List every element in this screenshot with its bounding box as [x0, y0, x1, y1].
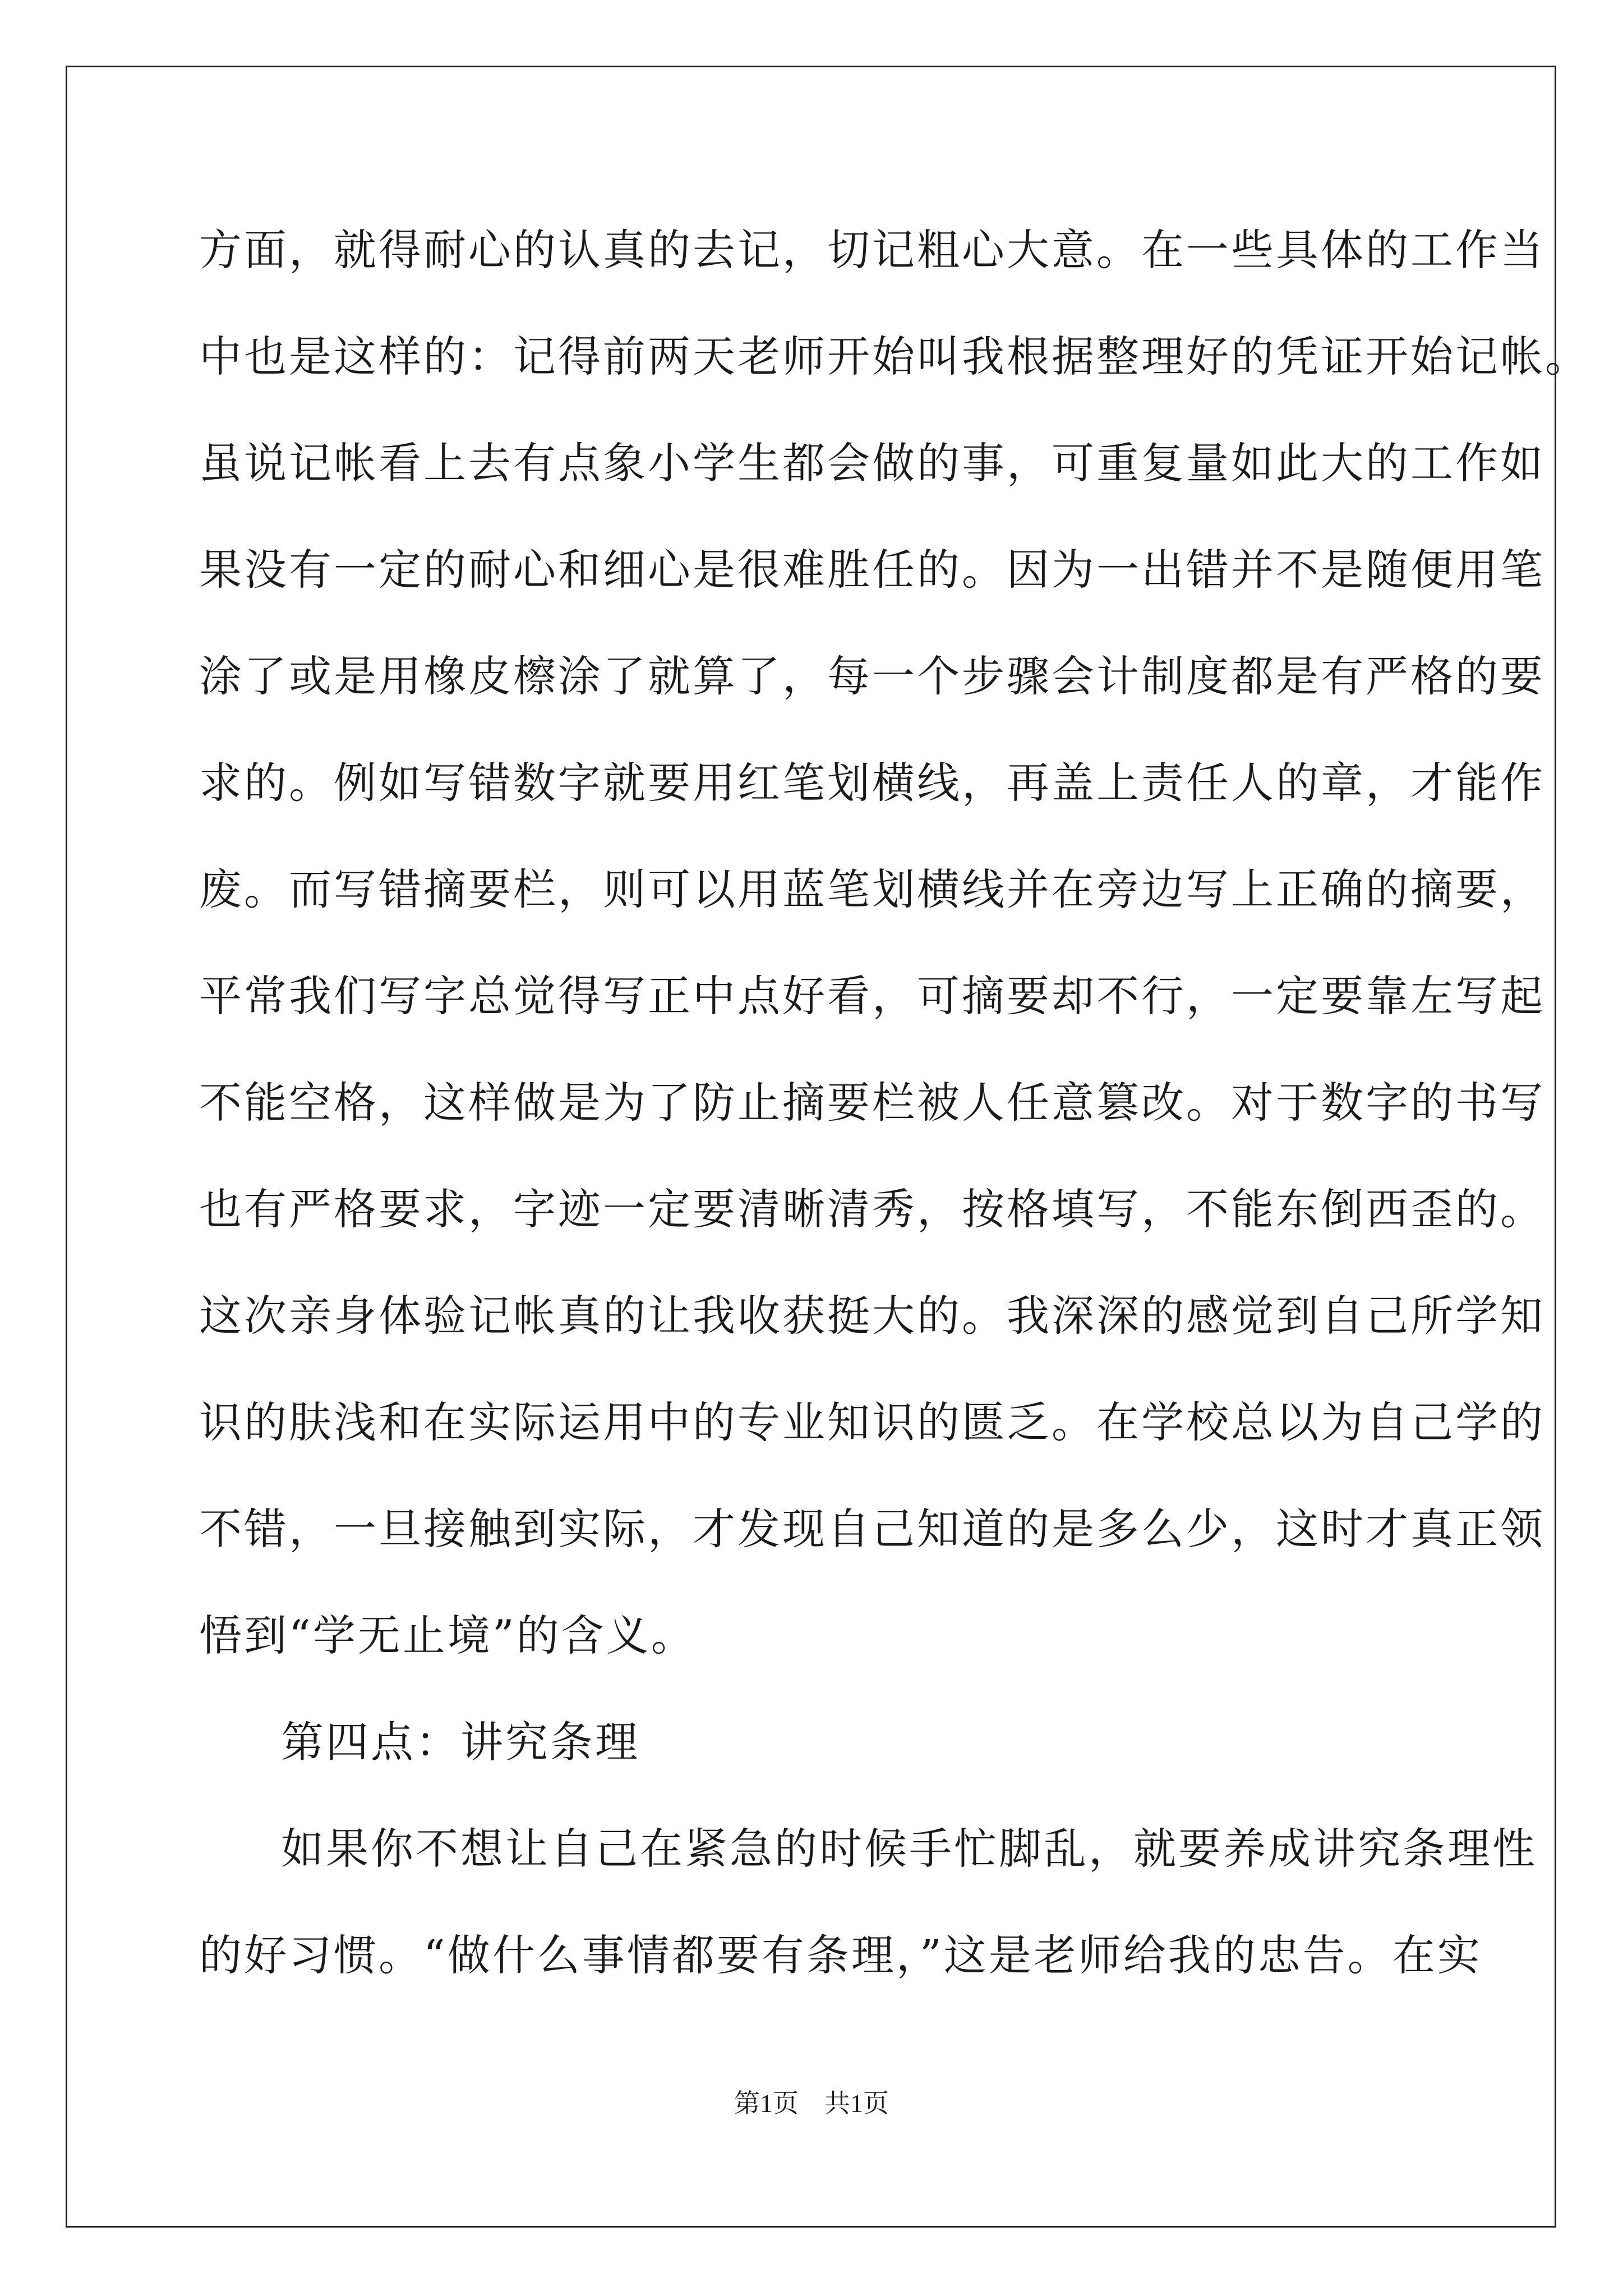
- body-text-line: 不错，一旦接触到实际，才发现自己知道的是多么少，这时才真正领: [199, 1504, 1545, 1554]
- section-heading: 第四点：讲究条理: [281, 1717, 640, 1767]
- body-text-line: 这次亲身体验记帐真的让我收获挺大的。我深深的感觉到自己所学知: [199, 1291, 1545, 1341]
- body-text-line: 悟到“学无止境”的含义。: [199, 1611, 696, 1660]
- body-text-line: 识的肤浅和在实际运用中的专业知识的匮乏。在学校总以为自己学的: [199, 1397, 1545, 1447]
- body-text-line: 虽说记帐看上去有点象小学生都会做的事，可重复量如此大的工作如: [199, 438, 1545, 488]
- page-border: [66, 66, 1556, 2228]
- body-text-line: 求的。例如写错数字就要用红笔划横线，再盖上责任人的章，才能作: [199, 758, 1545, 808]
- body-text-line: 如果你不想让自己在紧急的时候手忙脚乱，就要养成讲究条理性: [281, 1824, 1537, 1874]
- body-text-line: 的好习惯。“做什么事情都要有条理，”这是老师给我的忠告。在实: [199, 1930, 1482, 1980]
- body-text-line: 也有严格要求，字迹一定要清晰清秀，按格填写，不能东倒西歪的。: [199, 1184, 1545, 1234]
- body-text-line: 不能空格，这样做是为了防止摘要栏被人任意篡改。对于数字的书写: [199, 1078, 1545, 1128]
- body-text-line: 中也是这样的：记得前两天老师开始叫我根据整理好的凭证开始记帐。: [199, 332, 1590, 381]
- body-text-line: 废。而写错摘要栏，则可以用蓝笔划横线并在旁边写上正确的摘要，: [199, 864, 1545, 914]
- body-text-line: 涂了或是用橡皮檫涂了就算了，每一个步骤会计制度都是有严格的要: [199, 651, 1545, 701]
- body-text-line: 方面，就得耐心的认真的去记，切记粗心大意。在一些具体的工作当: [199, 225, 1545, 275]
- body-text-line: 果没有一定的耐心和细心是很难胜任的。因为一出错并不是随便用笔: [199, 545, 1545, 595]
- page-number-footer: 第1页 共1页: [734, 2089, 889, 2118]
- body-text-line: 平常我们写字总觉得写正中点好看，可摘要却不行，一定要靠左写起: [199, 971, 1545, 1021]
